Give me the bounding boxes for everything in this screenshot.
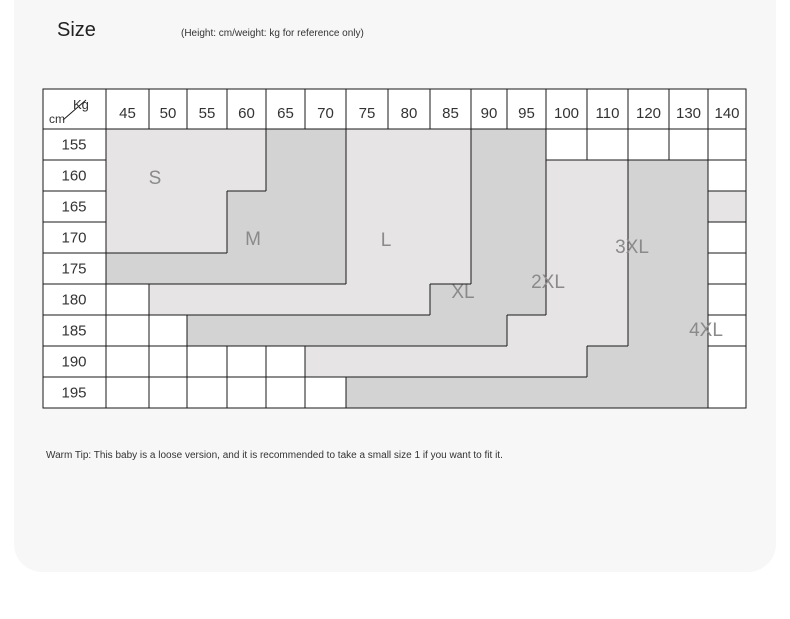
size-cell-xl xyxy=(471,129,546,160)
weight-header: 130 xyxy=(675,105,702,122)
weight-header: 90 xyxy=(480,105,498,122)
size-cell-2xl xyxy=(507,315,628,346)
size-cell-s xyxy=(106,222,227,253)
size-cell-l xyxy=(346,253,471,284)
size-label-m: M xyxy=(245,229,261,250)
size-cell-s xyxy=(106,160,266,191)
size-cell-xl xyxy=(430,284,546,315)
weight-header: 70 xyxy=(317,105,334,122)
page-title: Size xyxy=(57,19,96,41)
size-cell-m xyxy=(106,253,346,284)
size-cell-l xyxy=(346,222,471,253)
size-cell-3xl xyxy=(628,284,708,315)
weight-header: 75 xyxy=(358,105,376,122)
size-cell-m xyxy=(227,191,346,222)
size-cell-xl xyxy=(187,315,507,346)
size-cell-l xyxy=(346,160,471,191)
weight-header: 80 xyxy=(400,105,418,122)
height-header: 155 xyxy=(61,136,87,154)
size-cell-3xl xyxy=(628,191,708,222)
weight-header: 55 xyxy=(198,105,216,122)
weight-header: 140 xyxy=(714,105,740,122)
weight-unit-label: Kg xyxy=(73,97,89,112)
size-label-4xl: 4XL xyxy=(689,320,723,341)
size-cell-s xyxy=(106,129,266,160)
size-cell-xl xyxy=(471,222,546,253)
size-cell-2xl xyxy=(305,346,587,377)
size-cell-4xl xyxy=(708,191,746,222)
size-cell-m xyxy=(266,129,346,160)
size-cell-3xl xyxy=(628,160,708,191)
height-header: 180 xyxy=(61,291,87,309)
size-label-s: S xyxy=(148,168,162,189)
size-cell-l xyxy=(149,284,430,315)
height-header: 175 xyxy=(61,260,87,278)
warm-tip: Warm Tip: This baby is a loose version, and it is recommended to take a small size 1 if you want to fit it. xyxy=(46,450,503,461)
weight-header: 110 xyxy=(595,105,620,122)
weight-header: 120 xyxy=(635,105,662,122)
height-header: 160 xyxy=(61,167,87,185)
weight-header: 50 xyxy=(159,105,177,122)
size-cell-l xyxy=(346,129,471,160)
height-header: 190 xyxy=(61,353,87,371)
size-label-2xl: 2XL xyxy=(531,272,565,293)
size-label-l: L xyxy=(380,230,392,251)
size-cell-xl xyxy=(471,160,546,191)
height-header: 170 xyxy=(61,229,87,247)
reference-note: (Height: cm/weight: kg for reference only) xyxy=(181,28,364,39)
weight-header: 100 xyxy=(553,105,580,122)
weight-header: 65 xyxy=(277,105,294,122)
size-label-3xl: 3XL xyxy=(615,237,649,258)
size-cell-s xyxy=(106,191,227,222)
weight-header: 60 xyxy=(238,105,255,122)
size-cell-3xl xyxy=(587,346,708,377)
weight-header: 95 xyxy=(518,105,535,122)
size-cell-l xyxy=(346,191,471,222)
size-label-xl: XL xyxy=(451,282,475,303)
size-cell-m xyxy=(266,160,346,191)
weight-header: 85 xyxy=(442,105,459,122)
height-header: 165 xyxy=(61,198,87,216)
size-cell-2xl xyxy=(546,160,628,191)
weight-header: 45 xyxy=(119,105,136,122)
height-header: 195 xyxy=(61,384,87,402)
size-cell-3xl xyxy=(346,377,708,408)
height-header: 185 xyxy=(61,322,87,340)
size-cell-2xl xyxy=(546,191,628,222)
height-unit-label: cm xyxy=(49,112,65,126)
size-cell-xl xyxy=(471,191,546,222)
